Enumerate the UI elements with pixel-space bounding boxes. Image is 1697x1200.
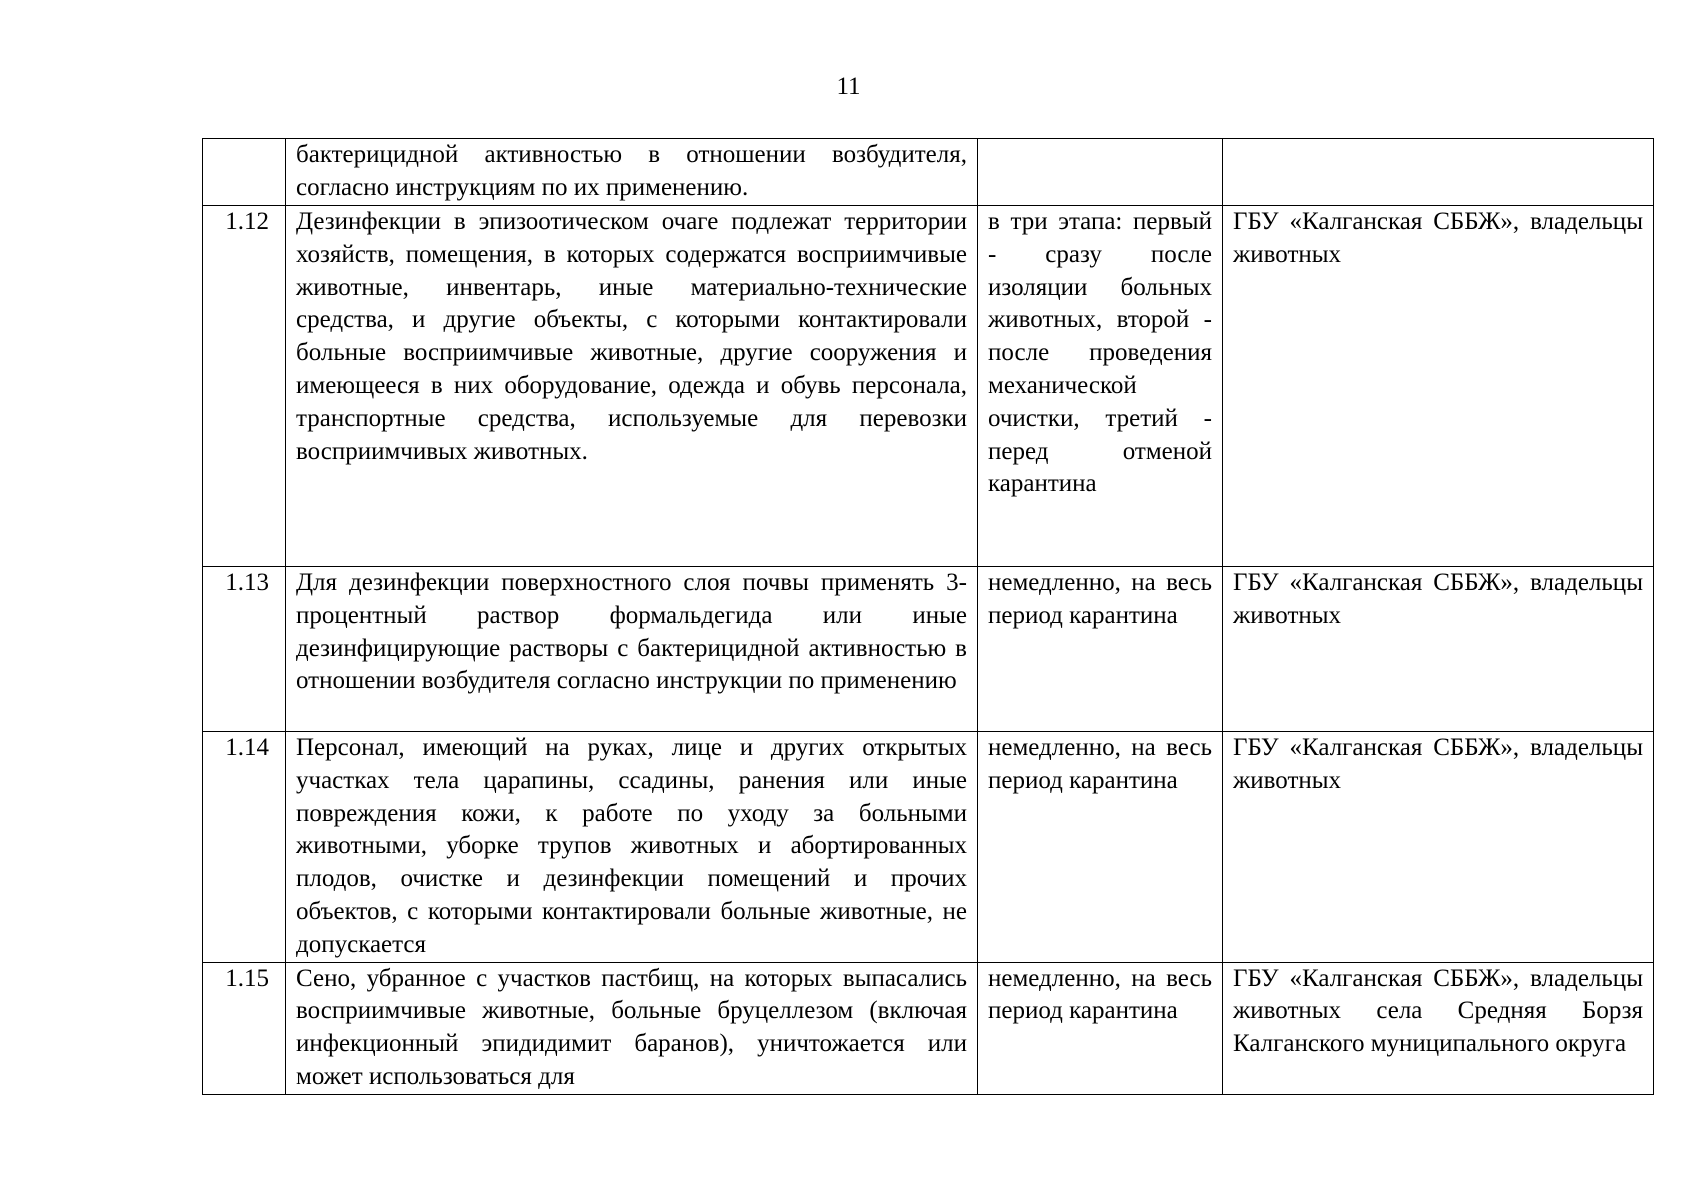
term-cell: в три этапа: первый - сразу после изоляции больных животных, второй - после проведения механической очистки, третий - перед отменой карантина xyxy=(978,206,1223,567)
row-number-cell: 1.15 xyxy=(203,962,286,1094)
table-row xyxy=(203,567,1654,732)
table-row xyxy=(203,962,1654,1094)
measure-cell: Сено, убранное с участков пастбищ, на которых выпасались восприимчивые животные, больные бруцеллезом (включая инфекционный эпидидимит баранов), уничтожается или может использоваться для xyxy=(286,962,978,1094)
table-row xyxy=(203,732,1654,963)
measures-table xyxy=(202,138,1654,1095)
measure-cell: Дезинфекции в эпизоотическом очаге подлежат территории хозяйств, помещения, в которых содержатся восприимчивые животные, инвентарь, иные материально-технические средства, и другие объекты, с которыми контактировали больные восприимчивые животные, другие сооружения и имеющееся в них оборудование, одежда и обувь персонала, транспортные средства, используемые для перевозки восприимчивых животных. xyxy=(286,206,978,567)
table-row xyxy=(203,206,1654,567)
responsible-cell: ГБУ «Калганская СББЖ», владельцы животных xyxy=(1223,567,1654,732)
row-number-cell: 1.14 xyxy=(203,732,286,963)
responsible-cell xyxy=(1223,139,1654,206)
responsible-cell: ГБУ «Калганская СББЖ», владельцы животных xyxy=(1223,732,1654,963)
term-cell: немедленно, на весь период карантина xyxy=(978,962,1223,1094)
page-number: 11 xyxy=(836,73,861,100)
term-cell: немедленно, на весь период карантина xyxy=(978,732,1223,963)
table-row xyxy=(203,139,1654,206)
measure-cell: бактерицидной активностью в отношении возбудителя, согласно инструкциям по их применению. xyxy=(286,139,978,206)
row-number-cell xyxy=(203,139,286,206)
row-number-cell: 1.12 xyxy=(203,206,286,567)
row-number-cell: 1.13 xyxy=(203,567,286,732)
term-cell: немедленно, на весь период карантина xyxy=(978,567,1223,732)
term-cell xyxy=(978,139,1223,206)
measure-cell: Персонал, имеющий на руках, лице и других открытых участках тела царапины, ссадины, ранения или иные повреждения кожи, к работе по уходу за больными животными, уборке трупов животных и абортированных плодов, очистке и дезинфекции помещений и прочих объектов, с которыми контактировали больные животные, не допускается xyxy=(286,732,978,963)
responsible-cell: ГБУ «Калганская СББЖ», владельцы животных xyxy=(1223,206,1654,567)
measure-cell: Для дезинфекции поверхностного слоя почвы применять 3-процентный раствор формальдегида или иные дезинфицирующие растворы с бактерицидной активностью в отношении возбудителя согласно инструкции по применению xyxy=(286,567,978,732)
responsible-cell: ГБУ «Калганская СББЖ», владельцы животных села Средняя Борзя Калганского муниципального округа xyxy=(1223,962,1654,1094)
